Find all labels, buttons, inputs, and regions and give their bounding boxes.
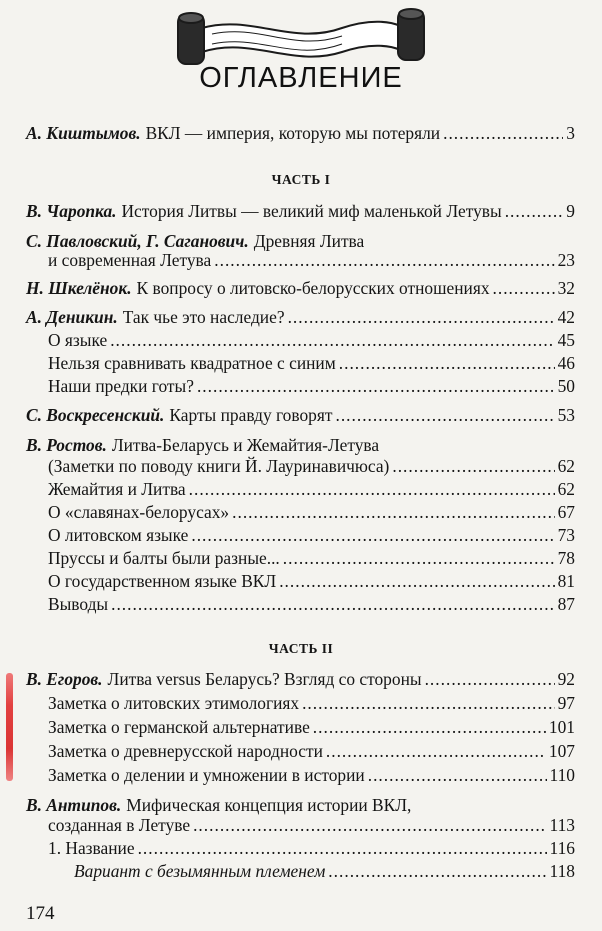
entry-title: Так чье это наследие? [122, 307, 285, 327]
leader-dots [110, 329, 554, 351]
leader-dots [505, 200, 564, 222]
leader-dots [193, 814, 546, 836]
toc-entry-first-line[interactable] [26, 434, 575, 456]
toc-entry[interactable] [48, 814, 575, 836]
leader-dots [328, 860, 546, 882]
leader-dots [368, 764, 547, 786]
entry-title: О языке [48, 330, 108, 350]
entry-title-cont: созданная в Летуве [48, 815, 191, 835]
toc-entry[interactable] [48, 249, 575, 271]
entry-author: В. Антипов. [26, 795, 122, 815]
toc-entry[interactable] [26, 200, 575, 222]
entry-page: 97 [557, 693, 575, 713]
leader-dots [197, 375, 555, 397]
entry-author: Н. Шкелёнок. [26, 278, 132, 298]
entry-page: 101 [548, 717, 575, 737]
entry-author: С. Павловский, Г. Саганович. [26, 231, 249, 251]
entry-title-cont: и современная Летува [48, 250, 212, 270]
page-number: 174 [26, 903, 55, 924]
entry-title: Заметка о делении и умножении в истории [48, 765, 365, 785]
entry-page: 81 [557, 571, 575, 591]
entry-page: 110 [549, 765, 575, 785]
leader-dots [326, 740, 546, 762]
toc-heading: ОГЛАВЛЕНИЕ [199, 62, 403, 94]
entry-page: 23 [557, 250, 575, 270]
toc-subsubentry[interactable] [74, 860, 575, 882]
toc-entry[interactable] [26, 668, 575, 690]
entry-title-cont: (Заметки по поводу книги Й. Лауринавичюса) [48, 456, 390, 476]
toc-entry[interactable] [26, 277, 575, 299]
entry-title: О «славянах-белорусах» [48, 502, 230, 522]
entry-title: Заметка о древнерусской народности [48, 741, 323, 761]
leader-dots [288, 306, 555, 328]
entry-page: 113 [549, 815, 575, 835]
entry-page: 107 [548, 741, 575, 761]
toc-subentry[interactable] [48, 740, 575, 762]
toc-entry-intro[interactable] [26, 122, 575, 144]
leader-dots [191, 524, 554, 546]
part-heading-1: ЧАСТЬ I [271, 172, 331, 187]
entry-title: ВКЛ — империя, которую мы потеряли [145, 123, 441, 143]
leader-dots [111, 593, 555, 615]
entry-author: В. Чаропка. [26, 201, 117, 221]
scroll-banner-ornament [172, 6, 430, 66]
entry-author: С. Воскресенский. [26, 405, 165, 425]
entry-title: К вопросу о литовско-белорусских отношениях [136, 278, 490, 298]
entry-title: Мифическая концепция истории ВКЛ, [126, 795, 412, 815]
entry-title: История Литвы — великий миф маленькой Летувы [121, 201, 502, 221]
entry-author: А. Киштымов. [26, 123, 141, 143]
toc-subentry[interactable] [48, 478, 575, 500]
entry-author: В. Егоров. [26, 669, 103, 689]
leader-dots [443, 122, 563, 144]
entry-title: Выводы [48, 594, 109, 614]
entry-author: А. Деникин. [26, 307, 118, 327]
toc-subentry[interactable] [48, 692, 575, 714]
leader-dots [283, 547, 555, 569]
toc-subentry[interactable] [48, 716, 575, 738]
leader-dots [493, 277, 555, 299]
entry-title: Пруссы и балты были разные... [48, 548, 280, 568]
entry-title: Наши предки готы? [48, 376, 194, 396]
entry-page: 50 [557, 376, 575, 396]
entry-title: Литва versus Беларусь? Взгляд со стороны [107, 669, 422, 689]
entry-page: 92 [557, 669, 575, 689]
entry-author: В. Ростов. [26, 435, 107, 455]
leader-dots [138, 837, 547, 859]
toc-entry[interactable] [26, 404, 575, 426]
leader-dots [335, 404, 554, 426]
entry-page: 9 [566, 201, 575, 221]
toc-entry[interactable] [26, 306, 575, 328]
leader-dots [339, 352, 555, 374]
entry-page: 78 [557, 548, 575, 568]
toc-subentry[interactable] [48, 501, 575, 523]
entry-page: 32 [557, 278, 575, 298]
entry-title: Нельзя сравнивать квадратное с синим [48, 353, 336, 373]
leader-dots [214, 249, 554, 271]
toc-subentry[interactable] [48, 764, 575, 786]
toc-subentry[interactable] [48, 375, 575, 397]
entry-title: Заметка о германской альтернативе [48, 717, 310, 737]
entry-page: 45 [557, 330, 575, 350]
leader-dots [313, 716, 546, 738]
entry-title: Жемайтия и Литва [48, 479, 186, 499]
toc-subentry[interactable] [48, 837, 575, 859]
toc-subentry[interactable] [48, 570, 575, 592]
entry-page: 116 [549, 838, 575, 858]
leader-dots [392, 455, 554, 477]
leader-dots [425, 668, 555, 690]
entry-title: Древняя Литва [253, 231, 365, 251]
entry-page: 46 [557, 353, 575, 373]
entry-title: Вариант с безымянным племенем [74, 861, 326, 881]
entry-page: 42 [557, 307, 575, 327]
toc-subentry[interactable] [48, 547, 575, 569]
entry-page: 87 [557, 594, 575, 614]
leader-dots [189, 478, 555, 500]
toc-subentry[interactable] [48, 329, 575, 351]
red-marker-line [6, 673, 13, 781]
part-heading-2: ЧАСТЬ II [268, 641, 334, 656]
entry-title: О литовском языке [48, 525, 189, 545]
toc-entry[interactable] [48, 455, 575, 477]
toc-subentry[interactable] [48, 352, 575, 374]
leader-dots [232, 501, 554, 523]
entry-page: 62 [557, 456, 575, 476]
entry-page: 62 [557, 479, 575, 499]
entry-page: 118 [549, 861, 575, 881]
toc-entry-first-line[interactable] [26, 794, 575, 816]
entry-title: Карты правду говорят [169, 405, 333, 425]
toc-subentry[interactable] [48, 593, 575, 615]
entry-title: 1. Название [48, 838, 135, 858]
entry-title: Литва-Беларусь и Жемайтия-Летува [111, 435, 380, 455]
entry-page: 3 [566, 123, 575, 143]
entry-page: 67 [557, 502, 575, 522]
entry-page: 73 [557, 525, 575, 545]
leader-dots [302, 692, 555, 714]
entry-title: О государственном языке ВКЛ [48, 571, 277, 591]
entry-page: 53 [557, 405, 575, 425]
entry-title: Заметка о литовских этимологиях [48, 693, 300, 713]
leader-dots [279, 570, 554, 592]
toc-subentry[interactable] [48, 524, 575, 546]
